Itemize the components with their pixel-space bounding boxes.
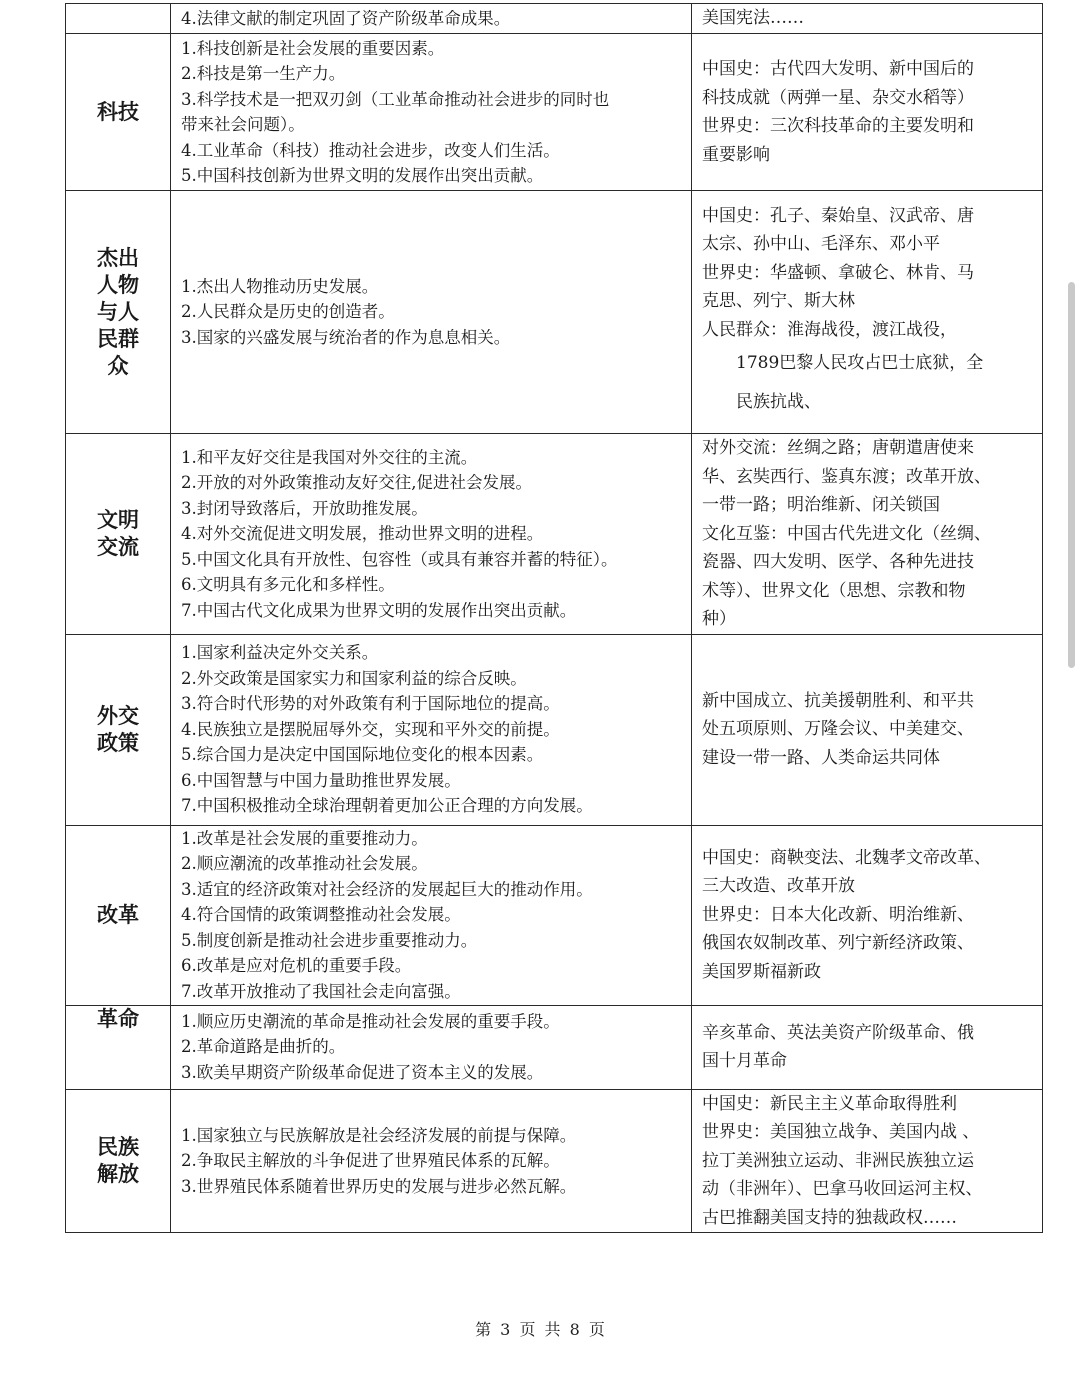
topic-cell — [66, 634, 171, 825]
topic-label: 杰出人物与人民群众 — [97, 245, 139, 378]
key-point: 4.民族独立是摆脱屈辱外交，实现和平外交的前提。 — [181, 719, 560, 739]
key-point: 带来社会问题）。 — [181, 115, 305, 134]
examples-cell — [692, 1005, 1043, 1089]
topic-cell — [66, 191, 171, 434]
key-points-cell — [171, 191, 692, 434]
topic-cell — [66, 4, 171, 34]
key-points-cell — [171, 634, 692, 825]
example-line: 拉丁美洲独立运动、非洲民族独立运 — [702, 1150, 974, 1171]
example-line: 中国史：新民主主义革命取得胜利 — [702, 1093, 957, 1114]
topic-label: 民族解放 — [97, 1134, 139, 1186]
example-line: 瓷器、四大发明、医学、各种先进技 — [702, 552, 974, 572]
example-line: 种） — [702, 609, 736, 629]
topic-label: 改革 — [97, 902, 139, 927]
key-point: 3.符合时代形势的对外政策有利于国际地位的提高。 — [181, 694, 560, 714]
example-line: 人民群众：淮海战役，渡江战役， — [702, 319, 957, 340]
table-row — [66, 825, 1043, 1005]
example-line: 克思、列宁、斯大林 — [702, 291, 855, 312]
key-point: 2.外交政策是国家实力和国家利益的综合反映。 — [181, 668, 527, 688]
key-point: 3.国家的兴盛发展与统治者的作为息息相关。 — [181, 327, 511, 347]
table-row — [66, 1005, 1043, 1089]
table-body — [66, 4, 1043, 1233]
example-line: 术等）、世界文化（思想、宗教和物 — [702, 580, 966, 601]
example-line: 三大改造、改革开放 — [702, 876, 855, 897]
table-row — [66, 34, 1043, 191]
topic-cell — [66, 34, 171, 191]
examples-cell — [692, 34, 1043, 191]
key-point: 1.和平友好交往是我国对外交往的主流。 — [181, 447, 478, 467]
example-line: 文化互鉴：中国古代先进文化（丝绸、 — [702, 523, 991, 544]
example-line: 俄国农奴制改革、列宁新经济政策、 — [702, 933, 974, 954]
examples-cell — [692, 825, 1043, 1005]
key-point: 1.杰出人物推动历史发展。 — [181, 276, 379, 296]
example-line: 太宗、孙中山、毛泽东、邓小平 — [702, 234, 940, 255]
topic-label: 文明交流 — [97, 507, 139, 559]
key-point: 4.法律文献的制定巩固了资产阶级革命成果。 — [181, 8, 511, 28]
topic-cell — [66, 1089, 171, 1233]
key-point: 7.改革开放推动了我国社会走向富强。 — [181, 981, 461, 1001]
key-point: 3.封闭导致落后，开放助推发展。 — [181, 498, 428, 518]
key-point: 3.欧美早期资产阶级革命促进了资本主义的发展。 — [181, 1062, 544, 1082]
topic-cell — [66, 825, 171, 1005]
topic-label: 革命 — [97, 1006, 139, 1031]
example-line: 建设一带一路、人类命运共同体 — [702, 747, 940, 768]
key-point: 2.开放的对外政策推动友好交往,促进社会发展。 — [181, 473, 532, 492]
table-row — [66, 1089, 1043, 1233]
key-point: 4.符合国情的政策调整推动社会发展。 — [181, 905, 461, 925]
key-point: 1.改革是社会发展的重要推动力。 — [181, 828, 428, 848]
key-points-cell — [171, 34, 692, 191]
key-point: 4.工业革命（科技）推动社会进步，改变人们生活。 — [181, 140, 560, 160]
example-line: 对外交流：丝绸之路；唐朝遣唐使来 — [702, 438, 974, 458]
topic-cell — [66, 1005, 171, 1089]
example-line: 中国史：商鞅变法、北魏孝文帝改革、 — [702, 847, 991, 868]
key-point: 6.改革是应对危机的重要手段。 — [181, 956, 412, 976]
example-line: 动（非洲年）、巴拿马收回运河主权、 — [702, 1179, 983, 1199]
key-point: 2.人民群众是历史的创造者。 — [181, 302, 395, 322]
table-row — [66, 434, 1043, 635]
key-point: 3.适宜的经济政策对社会经济的发展起巨大的推动作用。 — [181, 879, 593, 899]
key-points-cell — [171, 1005, 692, 1089]
key-point: 2.争取民主解放的斗争促进了世界殖民体系的瓦解。 — [181, 1151, 560, 1170]
key-point: 3.世界殖民体系随着世界历史的发展与进步必然瓦解。 — [181, 1176, 577, 1196]
table-row — [66, 4, 1043, 34]
example-line: 中国史：古代四大发明、新中国后的 — [702, 59, 974, 79]
key-point: 1.顺应历史潮流的革命是推动社会发展的重要手段。 — [181, 1011, 560, 1031]
key-point: 2.顺应潮流的改革推动社会发展。 — [181, 854, 428, 874]
example-line: 世界史：日本大化改新、明治维新、 — [702, 904, 974, 925]
page-number: 第 3 页 共 8 页 — [475, 1320, 605, 1339]
key-point: 5.制度创新是推动社会进步重要推动力。 — [181, 930, 478, 950]
table-row — [66, 191, 1043, 434]
example-line: 美国罗斯福新政 — [702, 961, 821, 982]
key-points-cell — [171, 825, 692, 1005]
example-line: 一带一路；明治维新、闭关锁国 — [702, 495, 940, 515]
key-point: 3.科学技术是一把双刃剑（工业革命推动社会进步的同时也 — [181, 89, 610, 109]
example-line: 国十月革命 — [702, 1051, 787, 1071]
scrollbar-thumb[interactable] — [1068, 282, 1075, 668]
example-line-indented: 1789巴黎人民攻占巴士底狱，全 — [736, 353, 984, 374]
key-point: 6.中国智慧与中国力量助推世界发展。 — [181, 770, 461, 790]
example-line: 科技成就（两弹一星、杂交水稻等） — [702, 87, 974, 108]
example-line: 华、玄奘西行、鉴真东渡；改革开放、 — [702, 466, 991, 487]
examples-cell — [692, 4, 1043, 34]
example-line: 古巴推翻美国支持的独裁政权…… — [702, 1207, 957, 1228]
topic-cell — [66, 434, 171, 635]
key-point: 5.中国科技创新为世界文明的发展作出突出贡献。 — [181, 166, 544, 185]
key-points-cell — [171, 1089, 692, 1233]
examples-cell — [692, 1089, 1043, 1233]
example-line: 美国宪法…… — [702, 8, 804, 29]
key-point: 6.文明具有多元化和多样性。 — [181, 575, 395, 594]
example-line: 新中国成立、抗美援朝胜利、和平共 — [702, 690, 974, 711]
examples-cell — [692, 191, 1043, 434]
topic-label: 外交政策 — [97, 703, 139, 755]
examples-cell — [692, 634, 1043, 825]
key-point: 2.革命道路是曲折的。 — [181, 1037, 346, 1057]
key-points-cell — [171, 4, 692, 34]
examples-cell — [692, 434, 1043, 635]
key-points-cell — [171, 434, 692, 635]
key-point: 1.科技创新是社会发展的重要因素。 — [181, 38, 445, 58]
example-line: 世界史：华盛顿、拿破仑、林肯、马 — [702, 262, 974, 283]
key-point: 7.中国积极推动全球治理朝着更加公正合理的方向发展。 — [181, 796, 593, 816]
key-point: 4.对外交流促进文明发展，推动世界文明的进程。 — [181, 524, 544, 543]
key-point: 5.综合国力是决定中国国际地位变化的根本因素。 — [181, 745, 544, 765]
example-line-indented: 民族抗战、 — [736, 392, 821, 413]
topic-label: 科技 — [97, 99, 139, 124]
example-line: 重要影响 — [702, 144, 770, 165]
example-line: 辛亥革命、英法美资产阶级革命、俄 — [702, 1022, 974, 1043]
key-point: 1.国家独立与民族解放是社会经济发展的前提与保障。 — [181, 1125, 577, 1145]
key-point: 1.国家利益决定外交关系。 — [181, 643, 379, 663]
example-line: 世界史：美国独立战争、美国内战 、 — [702, 1122, 980, 1142]
table-row — [66, 634, 1043, 825]
example-line: 处五项原则、万隆会议、中美建交、 — [702, 719, 974, 740]
example-line: 中国史：孔子、秦始皇、汉武帝、唐 — [702, 205, 974, 226]
key-point: 5.中国文化具有开放性、包容性（或具有兼容并蓄的特征）。 — [181, 549, 618, 569]
example-line: 世界史：三次科技革命的主要发明和 — [702, 116, 974, 136]
key-point: 7.中国古代文化成果为世界文明的发展作出突出贡献。 — [181, 600, 577, 620]
key-point: 2.科技是第一生产力。 — [181, 64, 346, 83]
history-themes-table — [65, 3, 1043, 1233]
